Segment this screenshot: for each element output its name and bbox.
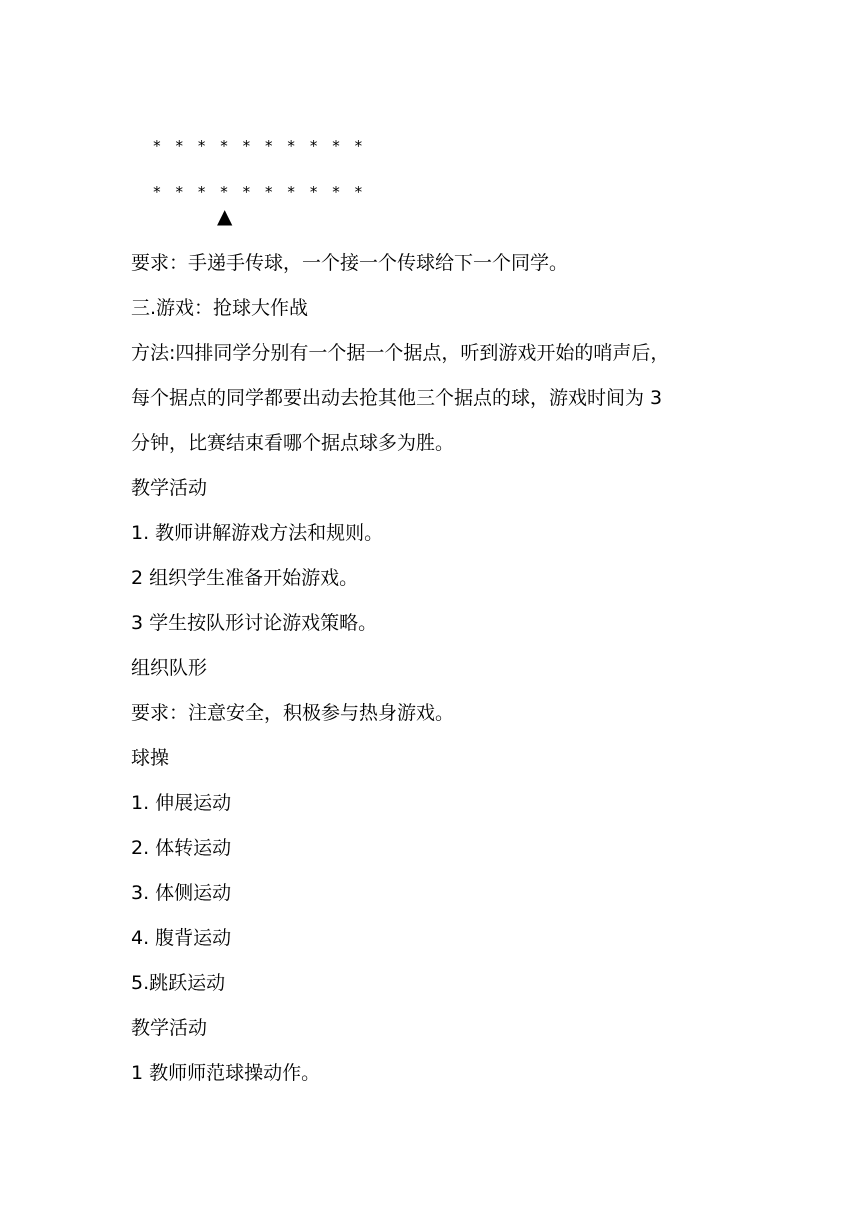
student-mark: * bbox=[354, 137, 363, 155]
list-item: 1. 伸展运动 bbox=[131, 792, 232, 814]
student-mark: * bbox=[287, 137, 295, 155]
student-mark: * bbox=[265, 137, 273, 155]
student-mark: * bbox=[153, 137, 161, 155]
student-mark: * bbox=[309, 137, 318, 155]
requirement-text: 要求：手递手传球，一个接一个传球给下一个同学。 bbox=[131, 252, 569, 274]
subheading: 教学活动 bbox=[131, 477, 208, 499]
student-mark: * bbox=[332, 183, 340, 201]
subheading: 球操 bbox=[131, 747, 170, 769]
student-mark: * bbox=[332, 137, 340, 155]
student-mark: * bbox=[354, 183, 363, 201]
student-mark: * bbox=[265, 183, 273, 201]
teacher-triangle-icon: ▲ bbox=[217, 204, 233, 228]
list-item: 1. 教师讲解游戏方法和规则。 bbox=[131, 522, 384, 544]
student-mark: * bbox=[242, 183, 251, 201]
student-mark: * bbox=[309, 183, 318, 201]
list-item: 1 教师师范球操动作。 bbox=[131, 1062, 321, 1084]
list-item: 3 学生按队形讨论游戏策略。 bbox=[131, 612, 378, 634]
student-mark: * bbox=[197, 183, 206, 201]
student-mark: * bbox=[175, 137, 183, 155]
subheading: 教学活动 bbox=[131, 1017, 208, 1039]
section-heading: 三.游戏：抢球大作战 bbox=[131, 297, 309, 319]
method-text: 分钟，比赛结束看哪个据点球多为胜。 bbox=[131, 432, 455, 454]
student-mark: * bbox=[287, 183, 295, 201]
requirement-text: 要求：注意安全，积极参与热身游戏。 bbox=[131, 702, 455, 724]
list-item: 4. 腹背运动 bbox=[131, 927, 232, 949]
list-item: 2 组织学生准备开始游戏。 bbox=[131, 567, 359, 589]
list-item: 3. 体侧运动 bbox=[131, 882, 232, 904]
student-mark: * bbox=[242, 137, 251, 155]
subheading: 组织队形 bbox=[131, 657, 208, 679]
formation-row-2 bbox=[134, 162, 377, 222]
student-mark: * bbox=[220, 137, 228, 155]
list-item: 5.跳跃运动 bbox=[131, 972, 226, 994]
student-mark: * bbox=[153, 183, 161, 201]
student-mark: * bbox=[175, 183, 183, 201]
method-text: 方法:四排同学分别有一个据一个据点，听到游戏开始的哨声后， bbox=[131, 342, 670, 364]
method-text: 每个据点的同学都要出动去抢其他三个据点的球，游戏时间为 3 bbox=[131, 387, 663, 409]
list-item: 2. 体转运动 bbox=[131, 837, 232, 859]
student-mark: * bbox=[197, 137, 206, 155]
student-mark: * bbox=[220, 183, 228, 201]
